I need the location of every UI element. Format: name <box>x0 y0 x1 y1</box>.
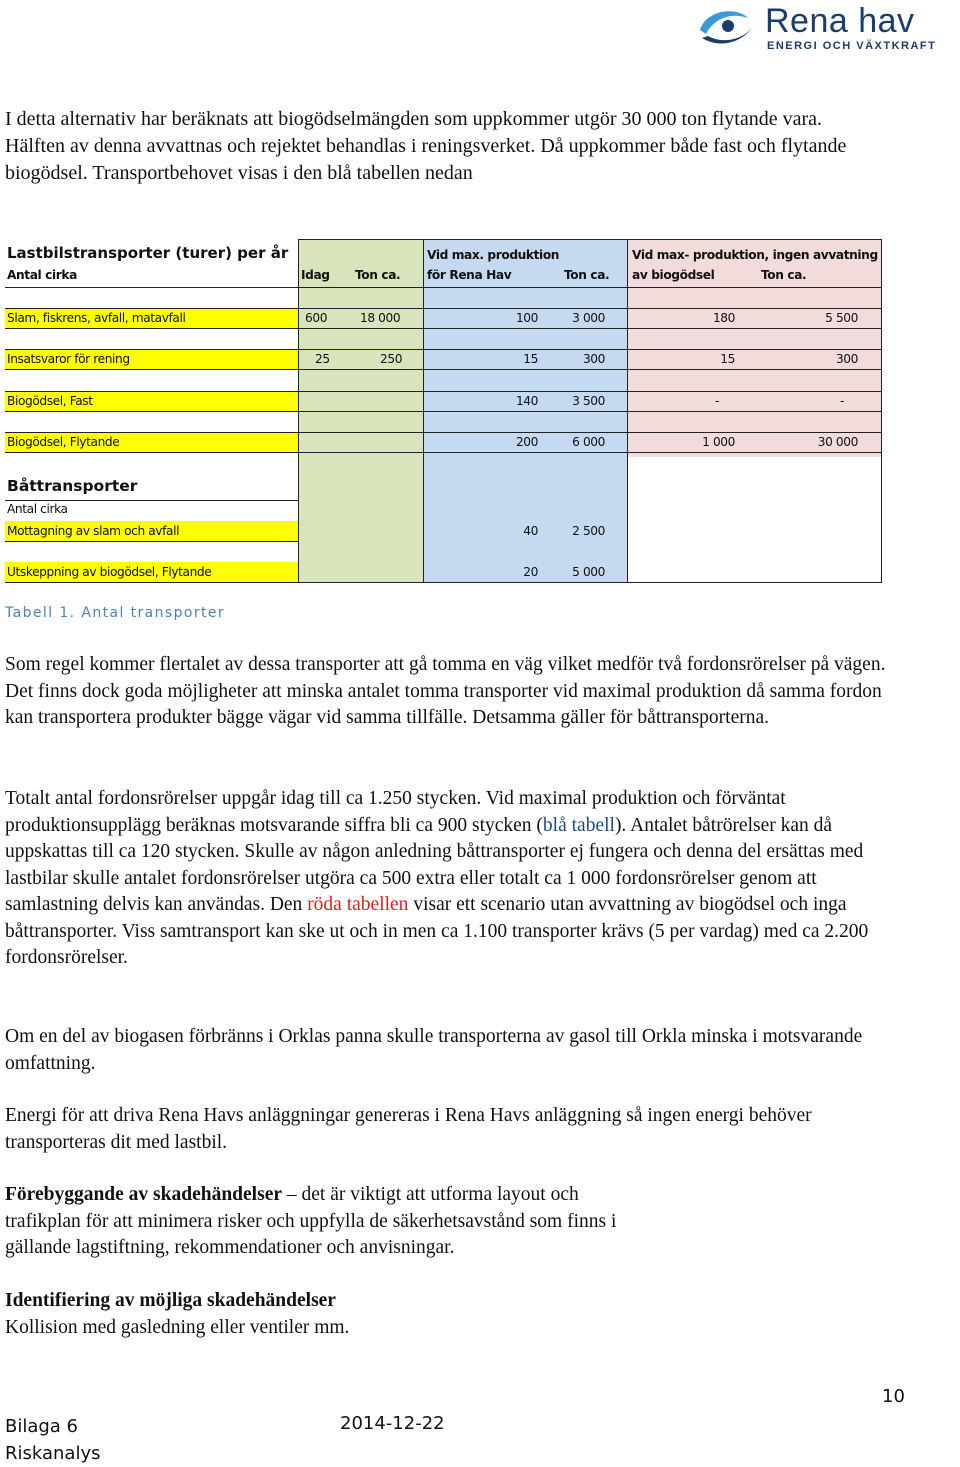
footer-date: 2014-12-22 <box>340 1413 445 1434</box>
grid-line <box>423 239 424 583</box>
cell-ingen: 180 <box>712 311 735 325</box>
cell-ingen-ton: 300 <box>835 352 858 366</box>
leaf-swoosh-icon <box>700 11 752 43</box>
grid-line <box>5 582 882 583</box>
boat-subtitle: Antal cirka <box>7 502 68 516</box>
cell-ton: 250 <box>380 352 403 366</box>
grid-line <box>5 391 882 392</box>
col-header-ingen: Vid max- produktion, ingen avvatning <box>632 248 878 262</box>
row-label: Mottagning av slam och avfall <box>7 524 180 538</box>
cell-max: 140 <box>515 394 538 408</box>
col-header-idag: Idag <box>301 268 330 282</box>
identification-heading: Identifiering av möjliga skadehändelser <box>5 1290 336 1311</box>
row-label: Biogödsel, Flytande <box>7 435 120 449</box>
cell-max-ton: 3 000 <box>572 311 605 325</box>
intro-paragraph: I detta alternativ har beräknats att biogödselmängden som uppkommer utgör 30 000 ton flytande vara. Hälften av denna avvattnas och rejektet behandlas i reningsverket. Då uppkommer både fast och flytande biogödsel. Transportbehovet visas i den blå tabellen nedan <box>5 108 847 184</box>
grid-line <box>5 328 882 329</box>
col-header-vidmax-2: för Rena Hav <box>427 268 512 282</box>
footer-title: Riskanalys <box>5 1443 101 1464</box>
col-header-ingen-2: av biogödsel <box>632 268 715 282</box>
cell-max: 20 <box>523 565 538 579</box>
grid-line <box>5 500 298 501</box>
cell-ingen-ton: 30 000 <box>817 435 858 449</box>
col-header-ingen-ton: Ton ca. <box>761 268 807 282</box>
logo-tagline: ENERGI OCH VÄXTKRAFT <box>767 40 937 52</box>
table-subtitle: Antal cirka <box>7 268 77 282</box>
cell-max-ton: 300 <box>582 352 605 366</box>
col-header-ton: Ton ca. <box>355 268 401 282</box>
paragraph-prevention: Förebyggande av skadehändelser – det är viktigt att utforma layout och trafikplan för att minimera risker och uppfylla de säkerhetsavstånd som finns i gällande lagstiftning, rekommendationer och anvisningar. <box>5 1184 617 1258</box>
grid-line <box>5 287 882 288</box>
col-header-vidmax-ton: Ton ca. <box>564 268 610 282</box>
grid-line <box>5 541 298 542</box>
boat-blank-bg <box>627 457 882 583</box>
prevention-heading: Förebyggande av skadehändelser <box>5 1184 282 1205</box>
grid-line <box>5 452 882 453</box>
cell-ingen-ton: - <box>840 394 844 408</box>
cell-max: 100 <box>515 311 538 325</box>
cell-ingen: - <box>715 394 719 408</box>
cell-max: 40 <box>523 524 538 538</box>
table-title: Lastbilstransporter (turer) per år <box>7 244 289 262</box>
col-header-vidmax: Vid max. produktion <box>427 248 560 262</box>
cell-max-ton: 3 500 <box>572 394 605 408</box>
grid-line <box>298 239 299 583</box>
cell-max-ton: 5 000 <box>572 565 605 579</box>
grid-line <box>881 239 882 583</box>
grid-line <box>298 239 882 240</box>
cell-max: 15 <box>523 352 538 366</box>
grid-line <box>5 432 882 433</box>
page-number: 10 <box>882 1386 905 1407</box>
cell-ingen: 15 <box>720 352 735 366</box>
cell-max: 200 <box>515 435 538 449</box>
paragraph-identification: Identifiering av möjliga skadehändelser Kollision med gasledning eller ventiler mm. <box>5 1290 350 1338</box>
footer-left <box>5 1413 101 1467</box>
paragraph-vehicle-movements: Totalt antal fordonsrörelser uppgår idag till ca 1.250 stycken. Vid maximal produktion och förväntat produktionsupplägg beräknas motsvarande siffra bli ca 900 stycken (blå tabell). Antalet båtrörelser kan då uppskattas till ca 120 stycken. Skulle av någon anledning båttransporter ej fungera och denna del ersättas med lastbilar skulle antalet fordonsrörelser utgöra ca 500 extra eller totalt ca 1 000 fordonsrörelser genom att samlastning delvis kan användas. Den röda tabellen visar ett scenario utan avvattning av biogödsel och inga båttransporter. Viss samtransport kan ske ut och in men ca 1.100 transporter krävs (5 per vardag) med ca 2.200 fordonsrörelser. <box>5 788 869 968</box>
grid-line <box>627 239 628 583</box>
grid-line <box>5 369 882 370</box>
paragraph-orkla: Om en del av biogasen förbränns i Orklas panna skulle transporterna av gasol till Orkla minska i motsvarande omfattning. <box>5 1026 863 1074</box>
paragraph-empty-runs: Som regel kommer flertalet av dessa transporter att gå tomma en väg vilket medför två fordonsrörelser på vägen. Det finns dock goda möjligheter att minska antalet tomma transporter vid maximal produktion då samma fordon kan transportera produkter bägge vägar vid samma tillfälle. Detsamma gäller för båttransporterna. <box>5 654 886 728</box>
cell-ingen: 1 000 <box>702 435 735 449</box>
red-table-ref: röda tabellen <box>307 894 409 915</box>
table-caption: Tabell 1. Antal transporter <box>5 605 226 621</box>
blue-table-ref: blå tabell <box>542 814 615 836</box>
transport-table <box>5 239 882 583</box>
boat-title: Båttransporter <box>7 477 138 495</box>
logo-name: Rena hav <box>765 2 915 40</box>
paragraph-energy: Energi för att driva Rena Havs anläggningar genereras i Rena Havs anläggning så ingen energi behöver transporteras dit med lastbil. <box>5 1105 812 1153</box>
grid-line <box>5 349 882 350</box>
row-label: Slam, fiskrens, avfall, matavfall <box>7 311 186 325</box>
cell-max-ton: 2 500 <box>572 524 605 538</box>
grid-line <box>5 411 882 412</box>
row-label: Biogödsel, Fast <box>7 394 93 408</box>
cell-idag: 600 <box>305 311 328 325</box>
footer-appendix: Bilaga 6 <box>5 1416 79 1437</box>
cell-idag: 25 <box>315 352 330 366</box>
row-label: Utskeppning av biogödsel, Flytande <box>7 565 212 579</box>
cell-ton: 18 000 <box>360 311 401 325</box>
grid-line <box>5 308 882 309</box>
cell-max-ton: 6 000 <box>572 435 605 449</box>
row-label: Insatsvaror för rening <box>7 352 130 366</box>
cell-ingen-ton: 5 500 <box>825 311 858 325</box>
